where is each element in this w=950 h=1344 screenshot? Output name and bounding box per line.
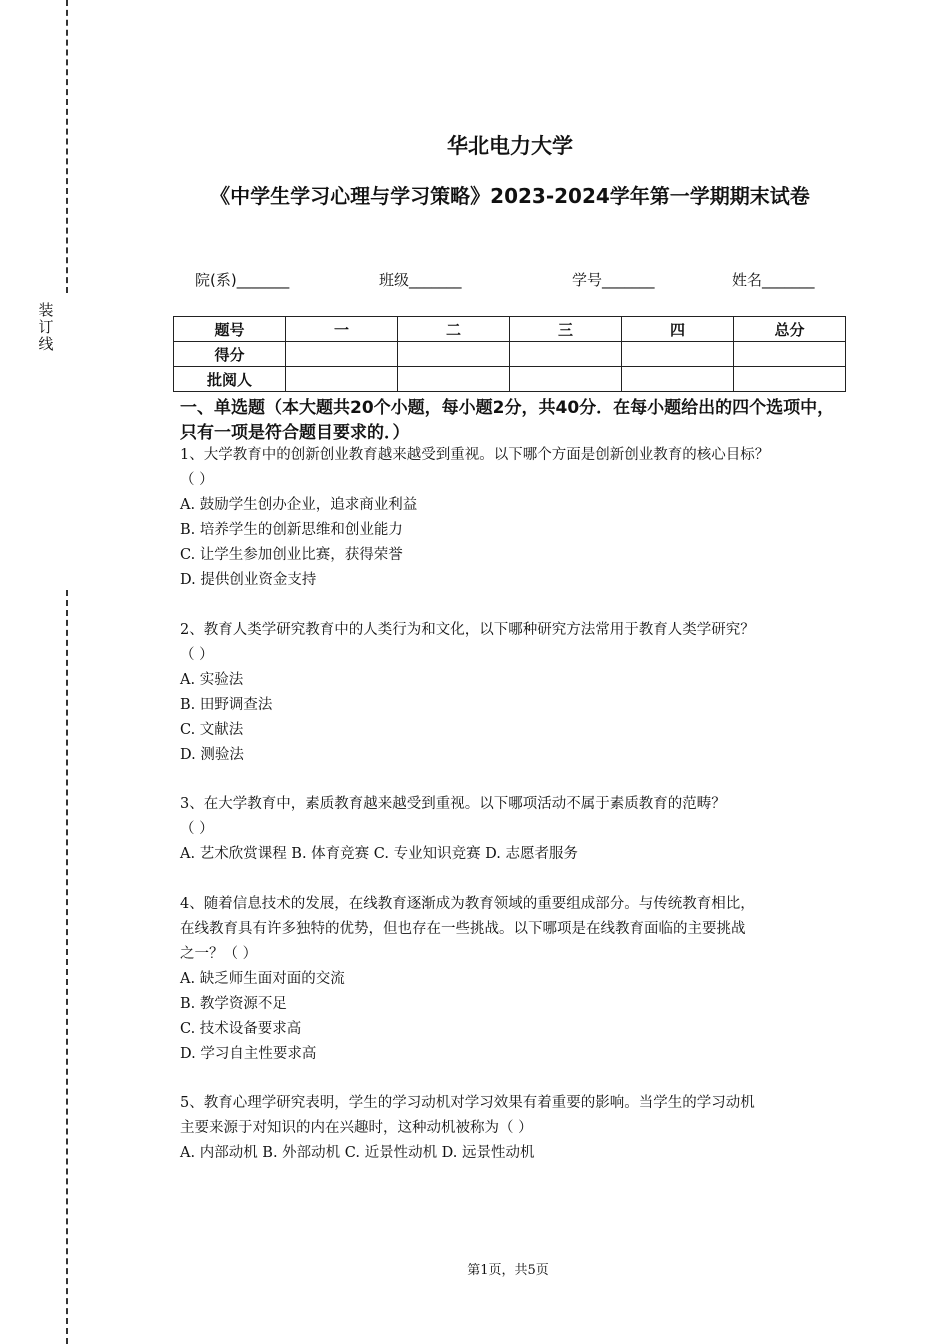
class-field: 班级_______ — [379, 271, 462, 289]
score-cell — [510, 342, 622, 367]
option-c: C. 让学生参加创业比赛，获得荣誉 — [180, 547, 403, 563]
options-line: A. 内部动机 B. 外部动机 C. 近景性动机 D. 远景性动机 — [180, 1145, 535, 1161]
name-field: 姓名_______ — [732, 271, 815, 289]
option-d: D. 测验法 — [180, 747, 244, 763]
question-5 — [180, 1091, 845, 1166]
reviewer-cell — [286, 367, 398, 392]
header-part-2: 二 — [398, 317, 510, 342]
binding-line-bottom — [66, 590, 68, 1344]
question-4 — [180, 892, 845, 1067]
option-d: D. 学习自主性要求高 — [180, 1046, 317, 1062]
question-text: 主要来源于对知识的内在兴趣时，这种动机被称为（ ） — [180, 1120, 533, 1136]
header-part-4: 四 — [622, 317, 734, 342]
options-line: A. 艺术欣赏课程 B. 体育竞赛 C. 专业知识竞赛 D. 志愿者服务 — [180, 846, 579, 862]
question-text: 3、在大学教育中，素质教育越来越受到重视。以下哪项活动不属于素质教育的范畴？ — [180, 796, 726, 812]
option-a: A. 实验法 — [180, 672, 244, 688]
score-cell — [398, 342, 510, 367]
exam-title: 《中学生学习心理与学习策略》2023-2024学年第一学期期末试卷 — [210, 184, 810, 208]
score-table — [173, 316, 846, 392]
score-row-label: 得分 — [174, 342, 286, 367]
section-1-title: 一、单选题（本大题共20个小题，每小题2分，共40分．在每小题给出的四个选项中，只有一项是符合题目要求的．） — [180, 398, 835, 443]
question-text: 2、教育人类学研究教育中的人类行为和文化，以下哪种研究方法常用于教育人类学研究？ — [180, 622, 755, 638]
option-c: C. 文献法 — [180, 722, 244, 738]
option-d: D. 提供创业资金支持 — [180, 572, 317, 588]
question-text: （ ） — [180, 472, 214, 488]
student-id-field: 学号_______ — [572, 271, 655, 289]
question-3 — [180, 792, 845, 867]
option-a: A. 缺乏师生面对面的交流 — [180, 971, 345, 987]
university-title: 华北电力大学 — [447, 134, 573, 158]
score-cell — [734, 342, 846, 367]
question-text: 之一？（ ） — [180, 946, 258, 962]
score-row — [174, 342, 846, 367]
reviewer-row — [174, 367, 846, 392]
question-text: （ ） — [180, 821, 214, 837]
header-question-no: 题号 — [174, 317, 286, 342]
option-b: B. 教学资源不足 — [180, 996, 287, 1012]
question-1 — [180, 443, 845, 593]
score-cell — [622, 342, 734, 367]
question-text: 5、教育心理学研究表明，学生的学习动机对学习效果有着重要的影响。当学生的学习动机 — [180, 1095, 755, 1111]
question-text: 1、大学教育中的创新创业教育越来越受到重视。以下哪个方面是创新创业教育的核心目标？ — [180, 447, 770, 463]
option-a: A. 鼓励学生创办企业，追求商业利益 — [180, 497, 418, 513]
header-part-1: 一 — [286, 317, 398, 342]
option-c: C. 技术设备要求高 — [180, 1021, 302, 1037]
reviewer-cell — [398, 367, 510, 392]
page-footer: 第1页，共5页 — [467, 1263, 549, 1278]
department-field: 院(系)_______ — [195, 271, 290, 289]
question-text: 4、随着信息技术的发展，在线教育逐渐成为教育领域的重要组成部分。与传统教育相比， — [180, 896, 755, 912]
reviewer-row-label: 批阅人 — [174, 367, 286, 392]
reviewer-cell — [734, 367, 846, 392]
option-b: B. 培养学生的创新思维和创业能力 — [180, 522, 403, 538]
header-part-3: 三 — [510, 317, 622, 342]
score-cell — [286, 342, 398, 367]
reviewer-cell — [510, 367, 622, 392]
question-text: （ ） — [180, 647, 214, 663]
binding-label: 装 订 线 — [38, 301, 54, 353]
question-2 — [180, 618, 845, 768]
score-table-header-row — [174, 317, 846, 342]
header-total: 总分 — [734, 317, 846, 342]
option-b: B. 田野调查法 — [180, 697, 273, 713]
reviewer-cell — [622, 367, 734, 392]
question-text: 在线教育具有许多独特的优势，但也存在一些挑战。以下哪项是在线教育面临的主要挑战 — [180, 921, 746, 937]
